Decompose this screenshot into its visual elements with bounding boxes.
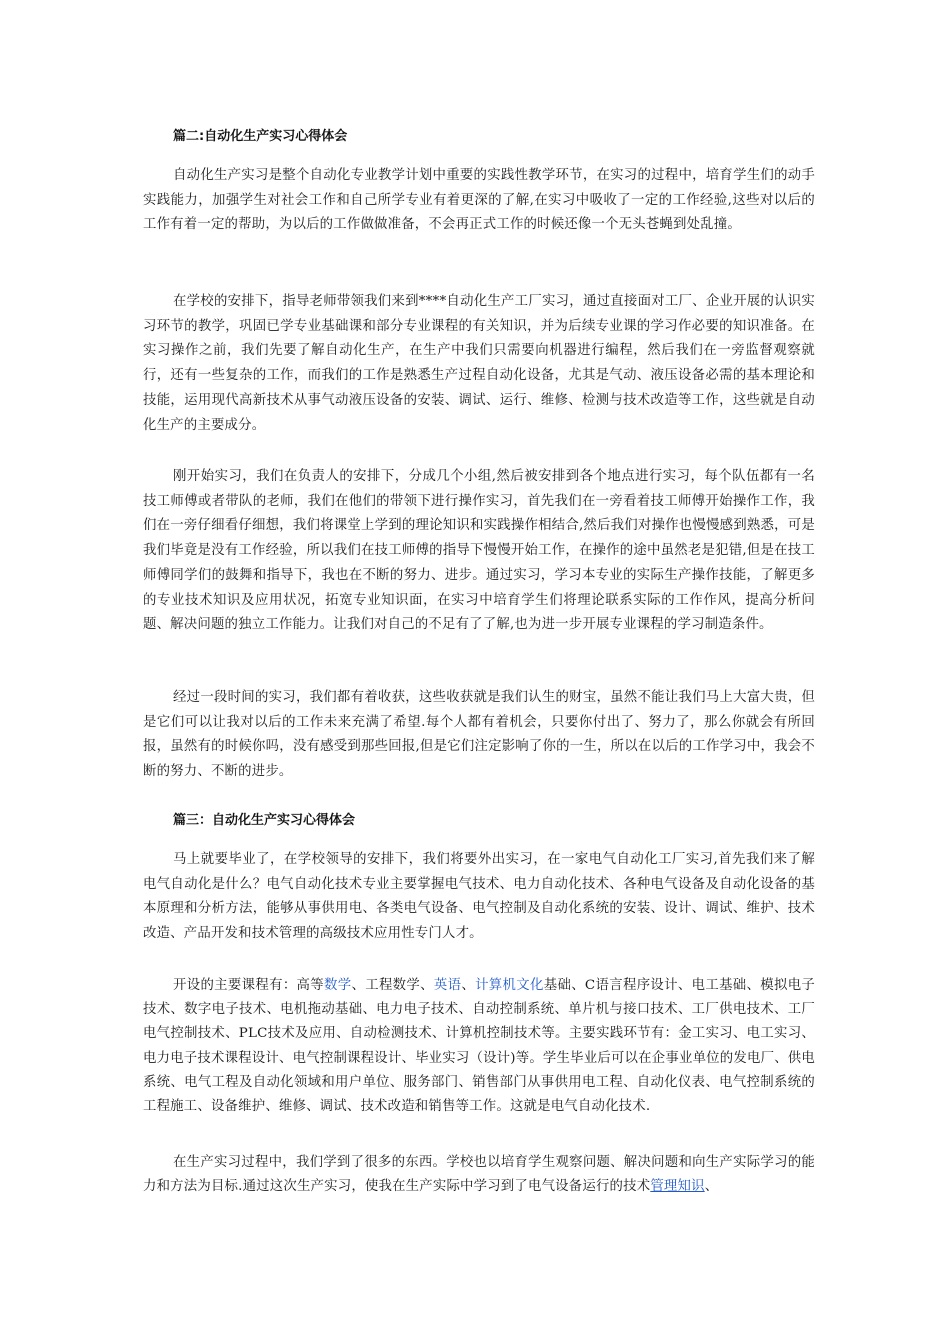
section2-paragraph-4: 经过一段时间的实习，我们都有着收获，这些收获就是我们认生的财宝，虽然不能让我们马上大富大贵，但是它们可以让我对以后的工作未来充满了希望.每个人都有着机会，只要你付出了、努力了，那么你就会有所回报，虽然有的时候你吗，没有感受到那些回报,但是它们注定影响了你的一生，所以在以后的工作学习中，我会不断的努力、不断的进步。 <box>143 690 815 780</box>
section2-paragraph-1: 自动化生产实习是整个自动化专业教学计划中重要的实践性教学环节，在实习的过程中，培育学生们的动手实践能力，加强学生对社会工作和自己所学专业有着更深的了解,在实习中吸收了一定的工作经验,这些对以后的工作有着一定的帮助，为以后的工作做做准备，不会再正式工作的时候还像一个无头苍蝇到处乱撞。 <box>143 168 815 233</box>
section2-title: 篇二:自动化生产实习心得体会 <box>173 129 348 144</box>
section2-paragraph-3: 刚开始实习，我们在负责人的安排下，分成几个小组,然后被安排到各个地点进行实习，每个队伍都有一名技工师傅或者带队的老师，我们在他们的带领下进行操作实习，首先我们在一旁看着技工师傅开始操作工作，我们在一旁仔细看仔细想，我们将课堂上学到的理论知识和实践操作相结合,然后我们对操作也慢慢感到熟悉，可是我们毕竟是没有工作经验，所以我们在技工师傅的指导下慢慢开始工作，在操作的途中虽然老是犯错,但是在技工师傅同学们的鼓舞和指导下，我也在不断的努力、进步。通过实习，学习本专业的实际生产操作技能，了解更多的专业技术知识及应用状况，拓宽专业知识面，在实习中培育学生们将理论联系实际的工作作风，提高分析问题、解决问题的独立工作能力。让我们对自己的不足有了了解,也为进一步开展专业课程的学习制造条件。 <box>143 469 815 633</box>
section3-paragraph-1: 马上就要毕业了，在学校领导的安排下，我们将要外出实习，在一家电气自动化工厂实习,首先我们来了解电气自动化是什么？电气自动化技术专业主要掌握电气技术、电力自动化技术、各种电气设备及自动化设备的基本原理和分析方法，能够从事供用电、各类电气设备、电气控制及自动化系统的安装、设计、调试、维护、技术改造、产品开发和技术管理的高级技术应用性专门人才。 <box>143 852 815 942</box>
courses-text-4: 基础、C语言程序设计、电工基础、模拟电子技术、数字电子技术、电机拖动基础、电力电子技术、自动控制系统、单片机与接口技术、工厂供电技术、工厂电气控制技术、PLC技术及应用、自动检测技术、计算机控制技术等。主要实践环节有：金工实习、电工实习、电力电子技术课程设计、电气控制课程设计、毕业实习（设计)等。学生毕业后可以在企事业单位的发电厂、供电系统、电气工程及自动化领域和用户单位、服务部门、销售部门从事供用电工程、自动化仪表、电气控制系统的工程施工、设备维护、维修、调试、技术改造和销售等工作。这就是电气自动化技术. <box>143 978 816 1115</box>
link-english[interactable]: 英语 <box>433 978 462 993</box>
production-text-2: 、 <box>704 1179 719 1195</box>
link-math[interactable]: 数学 <box>324 978 352 993</box>
link-computer-culture[interactable]: 计算机文化 <box>475 978 544 993</box>
link-management-knowledge[interactable]: 管理知识 <box>650 1179 705 1195</box>
section3-title: 篇三：自动化生产实习心得体会 <box>173 813 356 828</box>
courses-text-2: 、工程数学、 <box>351 978 434 993</box>
production-text-1: 在生产实习过程中，我们学到了很多的东西。学校也以培育学生观察问题、解决问题和向生产实际学习的能力和方法为目标.通过这次生产实习，使我在生产实际中学习到了电气设备运行的技术 <box>143 1155 815 1195</box>
courses-text-1: 开设的主要课程有：高等 <box>173 978 325 993</box>
section3-courses-paragraph <box>143 974 815 1119</box>
section2-paragraph-2: 在学校的安排下，指导老师带领我们来到****自动化生产工厂实习，通过直接面对工厂、企业开展的认识实习环节的教学，巩固已学专业基础课和部分专业课程的有关知识，并为后续专业课的学习作必要的知识准备。在实习操作之前，我们先要了解自动化生产，在生产中我们只需要向机器进行编程，然后我们在一旁监督观察就行，还有一些复杂的工作，而我们的工作是熟悉生产过程自动化设备，尤其是气动、液压设备必需的基本理论和技能，运用现代高新技术从事气动液压设备的安装、调试、运行、维修、检测与技术改造等工作，这些就是自动化生产的主要成分。 <box>143 294 815 433</box>
section3-production-paragraph <box>143 1151 815 1199</box>
courses-text-3: 、 <box>461 978 476 993</box>
